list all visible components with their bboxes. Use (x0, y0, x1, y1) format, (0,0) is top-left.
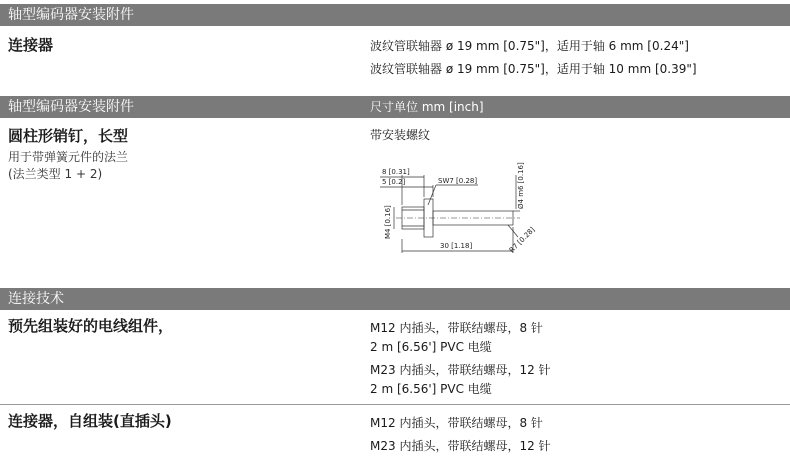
item-subtitle-2: (法兰类型 1 + 2) (8, 167, 103, 181)
item-title-connector: 连接器 (8, 36, 54, 54)
section-header-title: 连接技术 (8, 291, 64, 307)
item-title-cable-assembly: 预先组装好的电线组件， (8, 317, 174, 335)
section-header-title: 轴型编码器安装附件 (8, 99, 134, 115)
diameter-label: Ø4 m6 [0.16] (517, 162, 525, 209)
connector-line-2: M23 内插头，带联结螺母，12 针 (370, 439, 551, 453)
dim-30-label: 30 [1.18] (440, 242, 473, 250)
units-note: 尺寸单位 mm [inch] (370, 100, 484, 114)
mounting-thread-note: 带安装螺纹 (370, 128, 431, 142)
section-header-title: 轴型编码器安装附件 (8, 7, 134, 23)
cable-line-4: 2 m [6.56'] PVC 电缆 (370, 382, 492, 396)
cable-line-1: M12 内插头，带联结螺母，8 针 (370, 321, 543, 335)
coupling-line-1: 波纹管联轴器 ø 19 mm [0.75"]，适用于轴 6 mm [0.24"] (370, 39, 689, 53)
r7-label: R7 [0.28] (507, 225, 537, 255)
pin-technical-drawing (370, 155, 560, 265)
coupling-line-2: 波纹管联轴器 ø 19 mm [0.75"]，适用于轴 10 mm [0.39"] (370, 62, 697, 76)
item-subtitle-1: 用于带弹簧元件的法兰 (8, 150, 129, 164)
dim-8-label: 8 [0.31] (382, 168, 410, 176)
item-title-self-assembly: 连接器，自组装(直插头) (8, 412, 172, 430)
item-title-pin: 圆柱形销钉，长型 (8, 127, 129, 145)
cable-line-3: M23 内插头，带联结螺母，12 针 (370, 363, 551, 377)
section-header-accessories-2 (0, 96, 790, 118)
cable-line-2: 2 m [6.56'] PVC 电缆 (370, 340, 492, 354)
section-header-accessories (0, 4, 790, 26)
sw7-label: SW7 [0.28] (438, 177, 478, 185)
connector-line-1: M12 内插头，带联结螺母，8 针 (370, 416, 543, 430)
divider (0, 404, 790, 405)
section-header-connection-tech (0, 288, 790, 310)
dim-5-label: 5 [0.2] (382, 178, 406, 186)
m4-label: M4 [0.16] (384, 205, 392, 239)
